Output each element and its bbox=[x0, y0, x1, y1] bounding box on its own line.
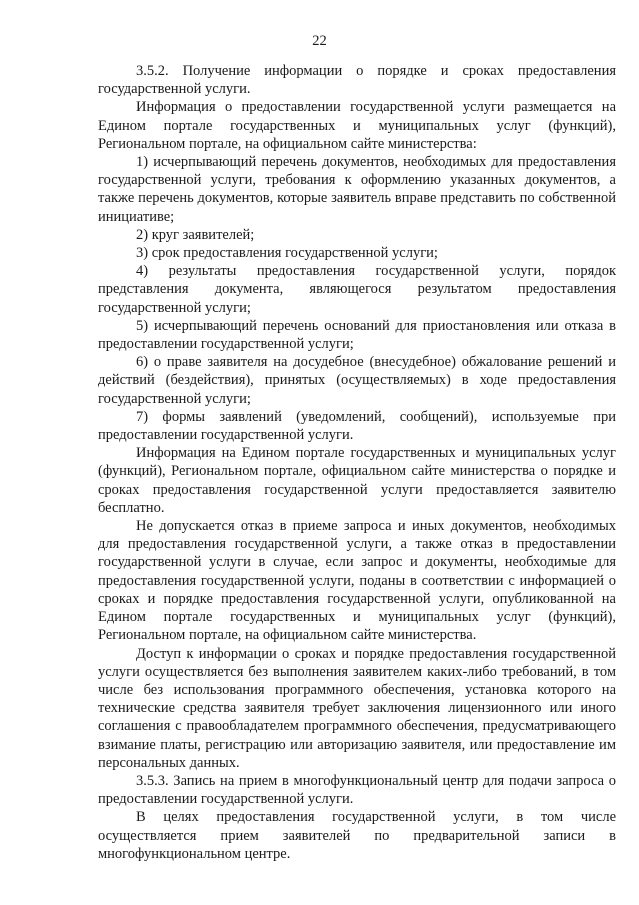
list-item-3: 3) срок предоставления государственной услуги; bbox=[136, 245, 438, 262]
list-item-7: 7) формы заявлений (уведомлений, сообщений), используемые при предоставлении государственной услуги. bbox=[98, 408, 616, 444]
info-placement-paragraph: Информация о предоставлении государственной услуги размещается на Едином портале государственных и муниципальных услуг (функций), Региональном портале, на официальном сайте министерства: bbox=[98, 99, 616, 152]
section-3-5-2-heading: 3.5.2. Получение информации о порядке и сроках предоставления государственной услуги. bbox=[98, 63, 616, 98]
list-item-2: 2) круг заявителей; bbox=[136, 226, 255, 243]
free-info-paragraph: Информация на Едином портале государственных и муниципальных услуг (функций), Региональном портале, официальном сайте министерства о порядке и сроках предоставления государственной услуги предоставляется заявителю бесплатно. bbox=[98, 445, 616, 516]
list-item-1: 1) исчерпывающий перечень документов, необходимых для предоставления государственной услуги, требования к оформлению указанных документов, а также перечень документов, которые заявитель вправе представить по собственной инициативе; bbox=[98, 154, 616, 225]
list-item-5: 5) исчерпывающий перечень оснований для приостановления или отказа в предоставлении государственной услуги; bbox=[98, 317, 616, 353]
section-3-5-3-heading: 3.5.3. Запись на прием в многофункциональный центр для подачи запроса о предоставлении государственной услуги. bbox=[98, 772, 616, 808]
document-body bbox=[98, 62, 616, 863]
access-paragraph: Доступ к информации о сроках и порядке предоставления государственной услуги осуществляется без выполнения заявителем каких-либо требований, в том числе без использования программного обеспечения, установка которого на технические средства заявителя требует заключения лицензионного или иного соглашения с правообладателем программного обеспечения, предусматривающего взимание платы, регистрацию или авторизацию заявителя, или предоставление им персональных данных. bbox=[98, 645, 616, 771]
list-item-6: 6) о праве заявителя на досудебное (внесудебное) обжалование решений и действий (бездействия), принятых (осуществляемых) в ходе предоставления государственной услуги; bbox=[98, 354, 616, 407]
appointment-paragraph: В целях предоставления государственной услуги, в том числе осуществляется прием заявителей по предварительной записи в многофункциональном центре. bbox=[98, 809, 616, 862]
list-item-4: 4) результаты предоставления государственной услуги, порядок представления документа, являющегося результатом предоставления государственной услуги; bbox=[98, 263, 616, 316]
page-number: 22 bbox=[312, 33, 327, 49]
no-refusal-paragraph: Не допускается отказ в приеме запроса и иных документов, необходимых для предоставления государственной услуги, а также отказ в предоставлении государственной услуги в случае, если запрос и документы, необходимые для предоставления государственной услуги, поданы в соответствии с информацией о сроках и порядке предоставления государственной услуги, опубликованной на Едином портале государственных и муниципальных услуг (функций), Региональном портале, на официальном сайте министерства. bbox=[98, 518, 616, 644]
